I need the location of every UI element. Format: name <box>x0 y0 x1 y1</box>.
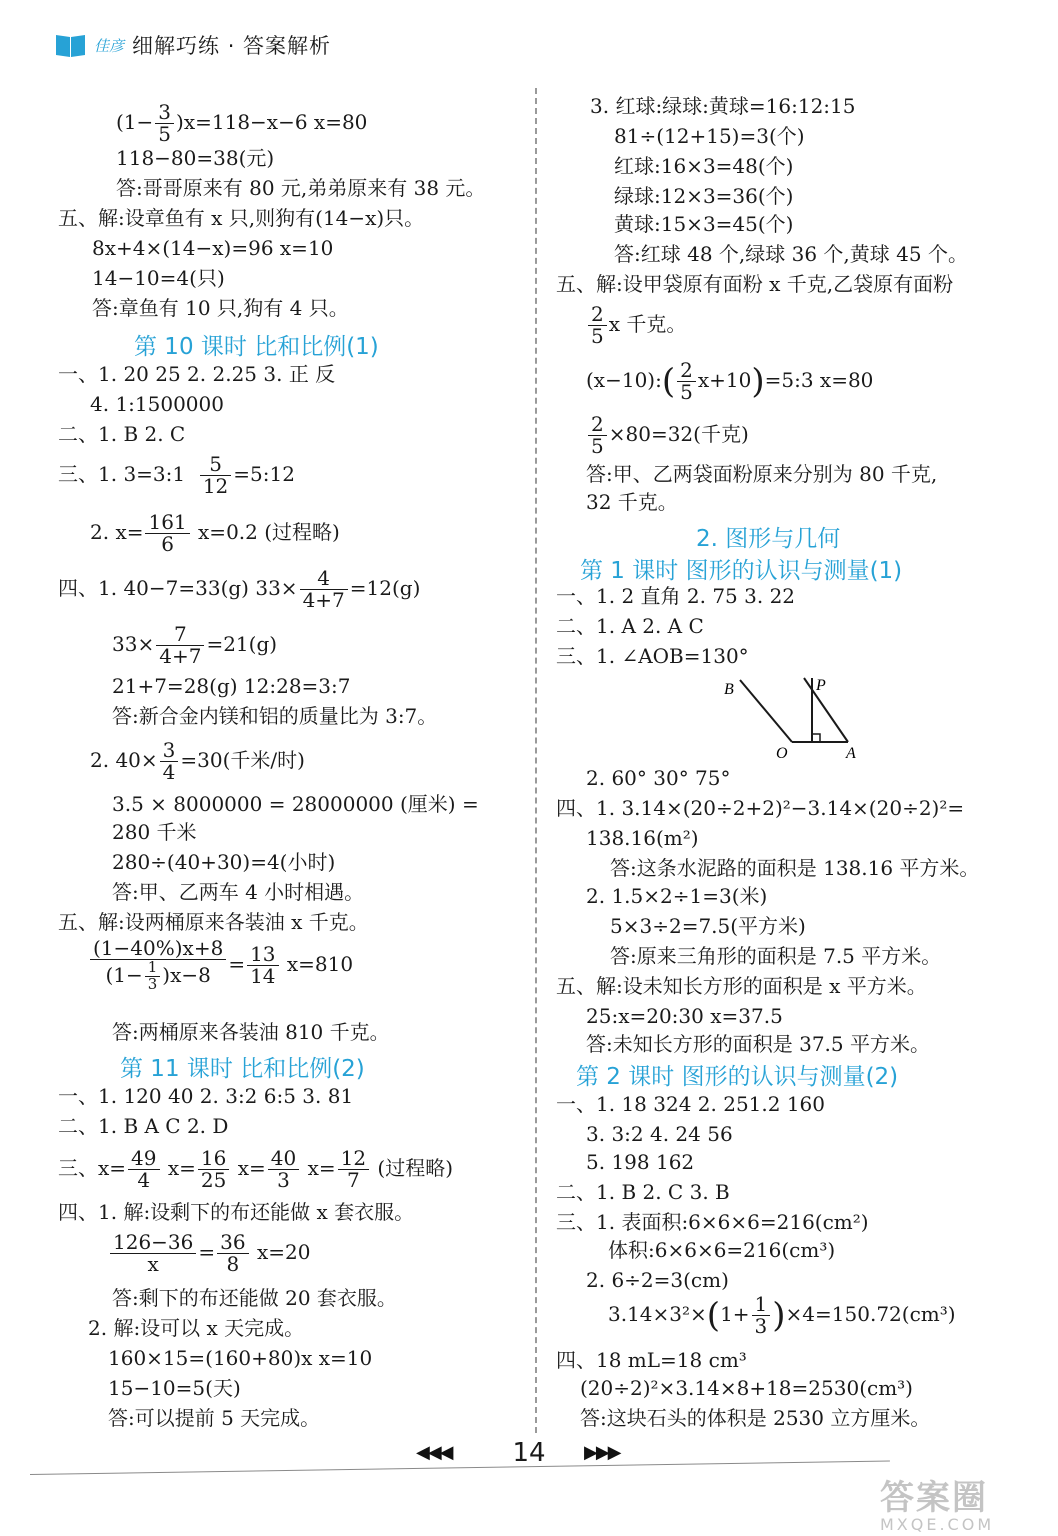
answer-line: 五、解:设章鱼有 x 只,则狗有(14−x)只。 <box>58 206 425 230</box>
answer-line: 红球:16×3=48(个) <box>614 154 794 178</box>
answer-line: 答:甲、乙两袋面粉原来分别为 80 千克, <box>586 462 938 486</box>
answer-line: 答:新合金内镁和铝的质量比为 3:7。 <box>112 704 438 728</box>
answer-line: 118−80=38(元) <box>116 146 275 170</box>
answer-line: 2. 解:设可以 x 天完成。 <box>88 1316 305 1340</box>
lesson-heading: 第 10 课时 比和比例(1) <box>134 334 379 360</box>
answer-line: 答:红球 48 个,绿球 36 个,黄球 45 个。 <box>614 242 968 266</box>
column-divider <box>535 88 537 1433</box>
answer-line: 五、解:设两桶原来各装油 x 千克。 <box>58 910 369 934</box>
answer-line: 五、解:设未知长方形的面积是 x 平方米。 <box>556 974 927 998</box>
answer-line: 答:章鱼有 10 只,狗有 4 只。 <box>92 296 349 320</box>
answer-line: 体积:6×6×6=216(cm³) <box>608 1238 836 1262</box>
book-logo-icon <box>56 32 86 58</box>
answer-line: 3. 3:2 4. 24 56 <box>586 1122 733 1146</box>
brand-name: 佳彦 <box>94 36 125 55</box>
answer-line: 138.16(m²) <box>586 826 699 850</box>
answer-line: 一、1. 18 324 2. 251.2 160 <box>556 1092 826 1116</box>
answer-line: 答:哥哥原来有 80 元,弟弟原来有 38 元。 <box>116 176 486 200</box>
answer-line: 四、18 mL=18 cm³ <box>556 1348 747 1372</box>
answer-line: 160×15=(160+80)x x=10 <box>108 1346 373 1370</box>
answer-line: 答:未知长方形的面积是 37.5 平方米。 <box>586 1032 930 1056</box>
answer-line: 3.14×3²×(1+ $\frac{1}{3}$ )×4=150.72(cm³) <box>608 1292 956 1338</box>
answer-line: 2. x= $\frac{161}{6}$ x=0.2 (过程略) <box>90 510 340 556</box>
watermark-logo: 答案圈 MXQE.COM <box>880 1478 995 1534</box>
answer-line: 绿球:12×3=36(个) <box>614 184 794 208</box>
answer-line: 3.5 × 8000000 = 28000000 (厘米) = <box>112 792 479 816</box>
answer-line: 5. 198 162 <box>586 1150 695 1174</box>
lesson-heading: 第 2 课时 图形的认识与测量(2) <box>576 1064 899 1090</box>
answer-line: 三、x= $\frac{49}{4}$ x= $\frac{16}{25}$ x= $\frac{40}{3}$ x= $\frac{12}{7}$ (过程略) <box>58 1146 454 1192</box>
answer-line: 二、1. A 2. A C <box>556 614 704 638</box>
answer-line: 答:这条水泥路的面积是 138.16 平方米。 <box>610 856 980 880</box>
point-label: P <box>816 677 826 694</box>
section-heading: 2. 图形与几何 <box>696 526 841 552</box>
answer-line: 三、1. ∠AOB=130° <box>556 644 749 668</box>
answer-line: 答:可以提前 5 天完成。 <box>108 1406 321 1430</box>
answer-line: 8x+4×(14−x)=96 x=10 <box>92 236 334 260</box>
answer-line: 二、1. B A C 2. D <box>58 1114 229 1138</box>
page-header <box>56 28 331 62</box>
answer-line: 280÷(40+30)=4(小时) <box>112 850 336 874</box>
answer-line: 2. 6÷2=3(cm) <box>586 1268 729 1292</box>
answer-line: $\frac{2}{5}$ ×80=32(千克) <box>586 414 749 457</box>
answer-line: 32 千克。 <box>586 490 678 514</box>
answer-line: 3. 红球:绿球:黄球=16:12:15 <box>590 94 856 118</box>
answer-line: 15−10=5(天) <box>108 1376 241 1400</box>
page-number: 14 <box>512 1438 546 1468</box>
answer-line: 2. 60° 30° 75° <box>586 766 731 790</box>
answer-line: 81÷(12+15)=3(个) <box>614 124 805 148</box>
angle-figure <box>722 676 872 758</box>
answer-line: 一、1. 2 直角 2. 75 3. 22 <box>556 584 796 608</box>
answer-line: $\frac{2}{5}$ x 千克。 <box>586 304 686 347</box>
answer-line: 4. 1:1500000 <box>90 392 224 416</box>
answer-line: 答:剩下的布还能做 20 套衣服。 <box>112 1286 397 1310</box>
prev-arrows-icon: ◀◀◀ <box>416 1442 452 1463</box>
answer-line: 5×3÷2=7.5(平方米) <box>610 914 806 938</box>
answer-line: 25:x=20:30 x=37.5 <box>586 1004 783 1028</box>
answer-line: 33× $\frac{7}{4+7}$ =21(g) <box>112 622 278 668</box>
header-title: 细解巧练 · 答案解析 <box>132 34 332 58</box>
answer-line: 三、1. 表面积:6×6×6=216(cm²) <box>556 1210 869 1234</box>
answer-line: $\frac{126-36}{x}$ = $\frac{36}{8}$ x=20 <box>108 1232 310 1275</box>
answer-line: (20÷2)²×3.14×8+18=2530(cm³) <box>580 1376 913 1400</box>
answer-line: 四、1. 解:设剩下的布还能做 x 套衣服。 <box>58 1200 415 1224</box>
answer-line: 二、1. B 2. C <box>58 422 186 446</box>
answer-line: 黄球:15×3=45(个) <box>614 212 794 236</box>
lesson-heading: 第 1 课时 图形的认识与测量(1) <box>580 558 903 584</box>
answer-line: 答:原来三角形的面积是 7.5 平方米。 <box>610 944 942 968</box>
answer-line: 一、1. 120 40 2. 3:2 6:5 3. 81 <box>58 1084 354 1108</box>
answer-line: 2. 1.5×2÷1=3(米) <box>586 884 768 908</box>
point-label: O <box>776 745 788 758</box>
answer-line: 二、1. B 2. C 3. B <box>556 1180 730 1204</box>
point-label: A <box>846 745 856 758</box>
answer-line: 四、1. 40−7=33(g) 33× $\frac{4}{4+7}$ =12(g) <box>58 566 421 612</box>
answer-line: (x−10):( $\frac{2}{5}$ x+10)=5:3 x=80 <box>586 358 874 404</box>
answer-line: 一、1. 20 25 2. 2.25 3. 正 反 <box>58 362 336 386</box>
answer-line: 五、解:设甲袋原有面粉 x 千克,乙袋原有面粉 <box>556 272 954 296</box>
answer-line: (1− $\frac{3}{5}$ )x=118−x−6 x=80 <box>116 100 368 146</box>
answer-line: 答:这块石头的体积是 2530 立方厘米。 <box>580 1406 931 1430</box>
lesson-heading: 第 11 课时 比和比例(2) <box>120 1056 365 1082</box>
answer-line: 21+7=28(g) 12:28=3:7 <box>112 674 351 698</box>
answer-line: 三、1. 3=3:1 $\frac{5}{12}$ =5:12 <box>58 452 295 498</box>
answer-line: 280 千米 <box>112 820 197 844</box>
answer-line: 四、1. 3.14×(20÷2+2)²−3.14×(20÷2)²= <box>556 796 965 820</box>
answer-line: 2. 40× $\frac{3}{4}$ =30(千米/时) <box>90 738 305 784</box>
answer-line: 答:甲、乙两车 4 小时相遇。 <box>112 880 365 904</box>
answer-line: 答:两桶原来各装油 810 千克。 <box>112 1020 390 1044</box>
next-arrows-icon: ▶▶▶ <box>584 1442 620 1463</box>
answer-line: (1−40%)x+8 (1− $\frac{1}{3}$ )x−8 = $\frac{13}{14}$ x=810 <box>88 938 353 993</box>
point-label: B <box>724 681 734 698</box>
answer-line: 14−10=4(只) <box>92 266 225 290</box>
